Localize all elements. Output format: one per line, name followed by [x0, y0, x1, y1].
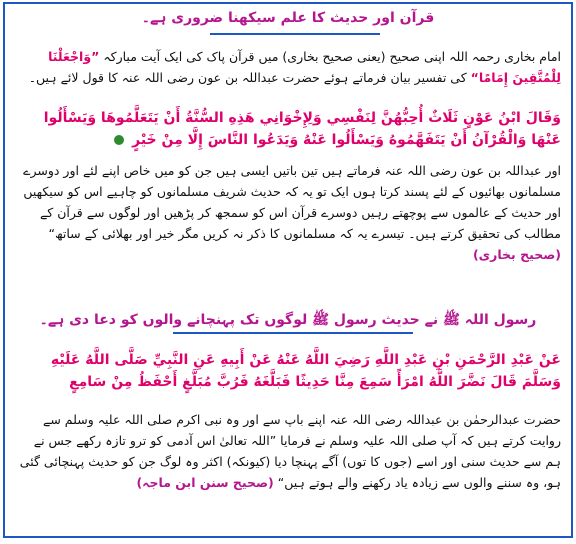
arabic-quote: وَقَالَ ابْنُ عَوْنٍ ثَلَاثٌ أُحِبُّهُنَّ لِنَفْسِي وَلِإِخْوَانِي هَذِهِ السُّنَّةُ أَنْ يَتَعَلَّمُوهَا وَيَسْأَلُوا عَنْهَا وَالْقُرْآنُ أَنْ يَتَفَهَّمُوهُ وَيَسْأَلُوا عَنْهُ وَيَدَعُوا النَّاسَ إِلَّا مِنْ خَيْرٍ — [43, 110, 561, 148]
quoted-ayah: ”وَاجْعَلْنَا لِلْمُتَّقِينَ إِمَامًا“ — [48, 49, 561, 85]
translation-text: اور عبداللہ بن عون رضی اللہ عنہ فرماتے ہیں تین باتیں ایسی ہیں جن کو میں خاص اپنے لئے اور دوسرے مسلمانوں بھائیوں کے لئے پسند کرتا ہوں ایک تو یہ کہ حدیث شریف مسلمانوں کو چاہیے اس کو سیکھیں اور حدیث کے عالموں سے پوچھتے رہیں دوسرے قرآن اس کو سمجھ کر پڑھیں اور لوگوں سے قرآن کے مطالب کی تحقیق کرتے ہیں۔ تیسرے یہ کہ مسلمانوں کا ذکر نہ کریں مگر خیر اور بھلائی کے ساتھ“ — [23, 163, 561, 241]
heading-underline — [173, 332, 413, 334]
source-reference: (صحیح سنن ابن ماجہ) — [136, 475, 274, 490]
document-page — [3, 2, 573, 538]
section1-arabic-text — [15, 107, 561, 151]
section1-translation — [15, 160, 561, 265]
intro-prefix: امام بخاری رحمہ اللہ اپنی صحیح (یعنی صحیح بخاری) میں قرآن پاک کی ایک آیت مبارکہ — [103, 49, 561, 64]
section2-translation — [15, 409, 561, 493]
section1-heading: قرآن اور حدیث کا علم سیکھنا ضروری ہے۔ — [141, 10, 435, 26]
section1-intro — [15, 46, 561, 88]
section2-heading: رسول اللہ ﷺ نے حدیث رسول ﷺ لوگوں تک پہنچانے والوں کو دعا دی ہے۔ — [39, 312, 537, 328]
heading-underline — [210, 33, 380, 35]
hadith-arabic: عَنْ عَبْدِ الرَّحْمَنِ بْنِ عَبْدِ اللَّهِ رَضِيَ اللَّهُ عَنْهُ عَنْ أَبِيهِ عَنِ النَّبِيِّ صَلَّى اللَّهُ عَلَيْهِ وَسَلَّمَ قَالَ نَضَّرَ اللَّهُ امْرَأً سَمِعَ مِنَّا حَدِيثًا فَبَلَّغَهُ فَرُبَّ مُبَلَّغٍ أَحْفَظُ مِنْ سَامِعٍ — [50, 352, 561, 390]
source-reference: (صحیح بخاری) — [472, 247, 561, 262]
section2-arabic-text — [15, 349, 561, 393]
intro-suffix: کی تفسیر بیان فرماتے ہوئے حضرت عبداللہ بن عون رضی اللہ عنہ کا قول لائے ہیں۔ — [28, 70, 467, 85]
translation-text: حضرت عبدالرحمٰن بن عبداللہ رضی اللہ عنہ اپنے باپ سے اور وہ نبی اکرم صلی اللہ علیہ وسلم سے روایت کرتے ہیں کہ آپ صلی اللہ علیہ وسلم نے فرمایا ”اللہ تعالیٰ اس آدمی کو ترو تازہ رکھے جس نے ہم سے حدیث سنی اور اسے (جوں کا توں) آگے پہنچا دیا (کیونکہ) اکثر وہ لوگ جن کو حدیث پہنچائی گئی ہو، وہ سننے والوں سے زیادہ یاد رکھنے والے ہوتے ہیں“ — [19, 412, 561, 490]
verse-end-icon — [114, 135, 124, 145]
